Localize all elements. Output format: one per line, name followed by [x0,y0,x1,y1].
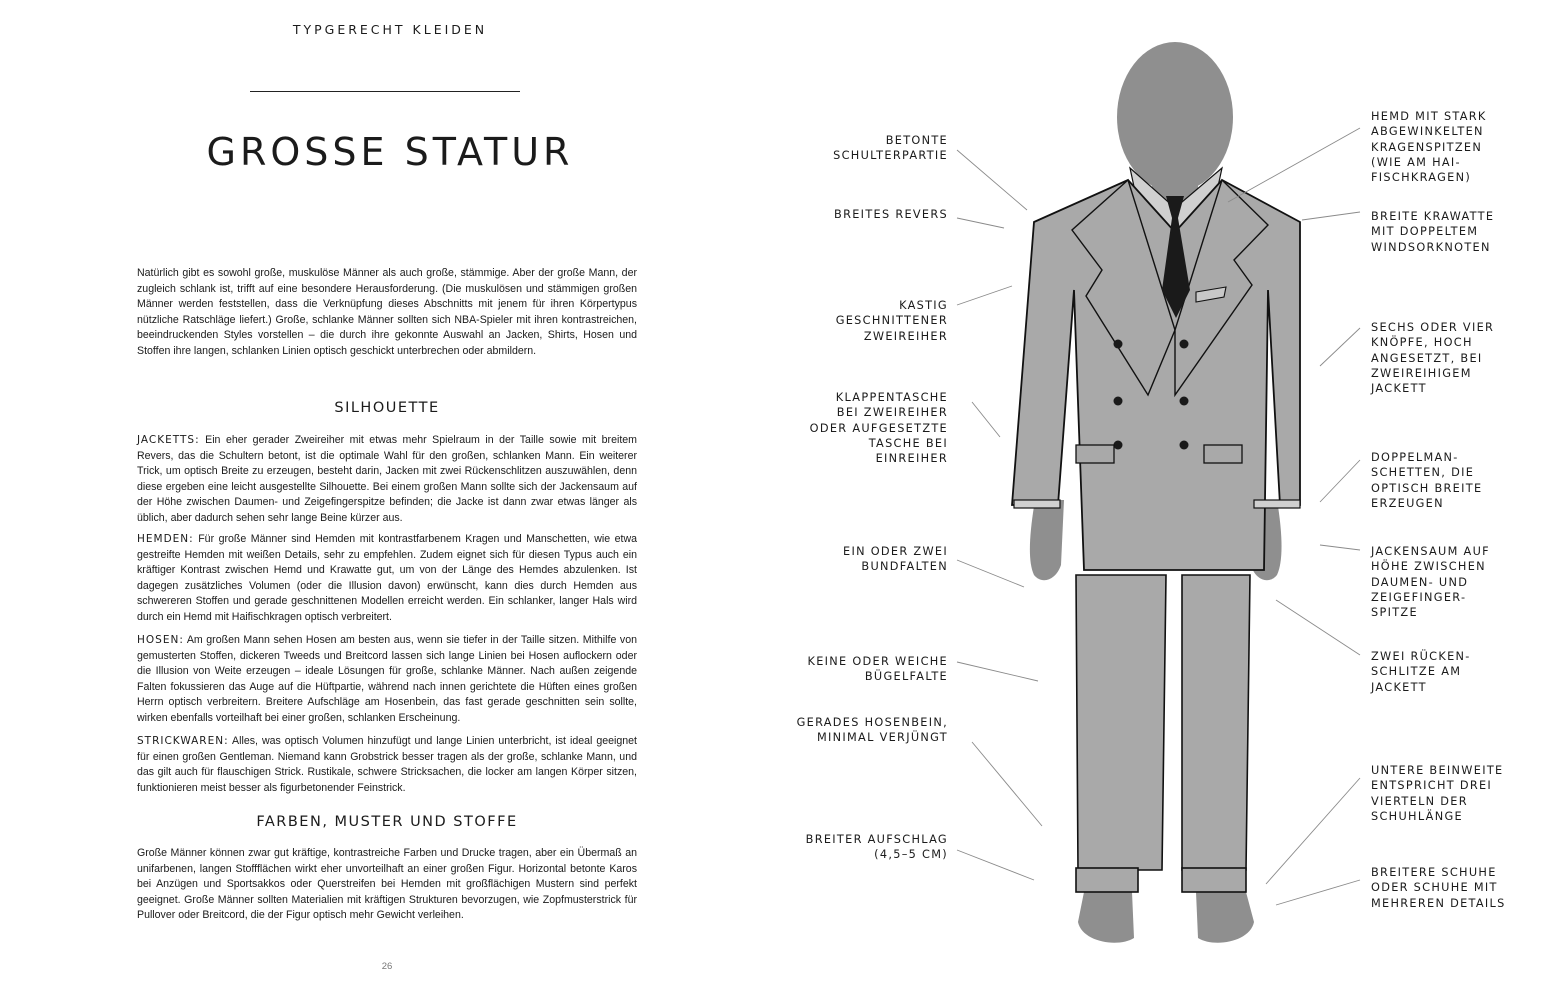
leader-line [957,218,1004,228]
callout-crease: KEINE ODER WEICHE BÜGELFALTE [807,655,948,684]
left-flap-pocket [1076,445,1114,463]
text-hosen: Am großen Mann sehen Hosen am besten aus, wenn sie tiefer in der Taille sitzen. Mithilfe von gemusterten Stoffen, dickeren Tweeds und Breitcord lassen sich lange Linien bei Hosen auflockern oder die Illusion von Weite erzeugen – ideale Lösungen für große, schlanke Männer. Nach außen zeigende Falten fokussieren das Auge auf die Hüftpartie, während nach innen gerichtete die Hüften eines großen Herrn optisch verbreitern. Breitere Aufschläge am Hosenbein, das fast gerade geschnitten sein sollte, wirken ebenfalls vorteilhaft bei einer großen, schlanken Erscheinung. [137,634,637,724]
paragraph-jacketts [137,433,637,526]
button [1180,340,1189,349]
left-trouser-leg [1076,575,1166,870]
callout-vents: ZWEI RÜCKEN- SCHLITZE AM JACKETT [1371,650,1471,694]
callout-shoulder: BETONTE SCHULTERPARTIE [833,134,948,163]
leader-line [1276,880,1360,905]
left-hand-shape [1030,500,1064,580]
leader-line [1302,212,1360,220]
head-shape [1117,42,1233,192]
paragraph-farben: Große Männer können zwar gut kräftige, kontrastreiche Farben und Drucke tragen, aber ein Übermaß an unifarbenen, langen Stoffflächen wirkt eher unvorteilhaft an einer großen Figur. Horizontal betonte Karos bei Anzügen und Sportsakkos oder Querstreifen bei Hemden mit großflächigen Mustern sind perfekt geeignet. Große Männer sollten Materialien mit kräftigen Strukturen bevorzugen, wie Zopfmusterstrick für Pullover oder Breitcord, die der Figur optisch mehr Gewicht verleihen. [137,847,637,921]
callout-jacket-hem: JACKENSAUM AUF HÖHE ZWISCHEN DAUMEN- UND ZEIGEFINGER- SPITZE [1371,545,1490,620]
button [1180,397,1189,406]
button [1114,441,1123,450]
leader-line [1276,600,1360,655]
callout-buttons: SECHS ODER VIER KNÖPFE, HOCH ANGESETZT, BEI ZWEIREIHIGEM JACKETT [1371,321,1495,396]
left-trouser-cuff [1076,868,1138,892]
leader-line [1320,545,1360,550]
callout-double-cuffs: DOPPELMAN- SCHETTEN, DIE OPTISCH BREITE ERZEUGEN [1371,451,1483,510]
text-hemden: Für große Männer sind Hemden mit kontrastfarbenem Kragen und Manschetten, wie etwa gestreifte Hemden mit weißen Details, sehr zu empfehlen. Zudem eignet sich für diesen Typus auch ein kräftiger Kontrast zwischen Hemd und Krawatte gut, um von der Länge des Hemdes abzulenken. Ist dagegen zusätzliches Volumen (oder die Illusion davon) erwünscht, kann dies durch Hemden aus schwereren Stoffen und gerade geschnittenen Modellen erreicht werden. Ein schlanker, langer Hals wird durch ein Hemd mit Haifischkragen optisch verbreitert. [137,533,637,623]
callout-leg-width: UNTERE BEINWEITE ENTSPRICHT DREI VIERTELN DER SCHUHLÄNGE [1371,764,1504,823]
callout-pocket: KLAPPENTASCHE BEI ZWEIREIHER ODER AUFGESETZTE TASCHE BEI EINREIHER [809,391,948,466]
paragraph-hemden [137,532,637,625]
left-shirt-cuff [1014,500,1060,508]
text-strickwaren: Alles, was optisch Volumen hinzufügt und lange Linien unterbricht, ist ideal geeignet für einen großen Gentleman. Niemand kann Grobstrick besser tragen als der große, schlanke Mann, und das gilt auch für flauschigen Strick. Rustikale, schwere Stricksachen, die locker am langen Körper sitzen, funktionieren meist besser als figurbetonender Feinstrick. [137,735,637,794]
left-page [0,0,772,1000]
lead-jacketts: JACKETTS: [137,434,200,446]
right-foot-shape [1196,892,1254,943]
leader-line [957,662,1038,681]
page-number: 26 [381,961,393,972]
leader-line [957,850,1034,880]
button [1114,340,1123,349]
section-heading-silhouette: SILHOUETTE [334,400,440,416]
callout-cuff: BREITER AUFSCHLAG (4,5–5 CM) [805,833,948,862]
leader-line [972,742,1042,826]
leader-line [1320,460,1360,502]
section-heading-farben: FARBEN, MUSTER UND STOFFE [256,814,518,830]
right-trouser-leg [1182,575,1250,870]
leader-line [1320,328,1360,366]
intro-paragraph: Natürlich gibt es sowohl große, muskulöse Männer als auch große, stämmige. Aber der große Mann, der zugleich schlank ist, trifft auf eine besondere Herausforderung. (Die muskulösen und stämmigen großen Männer werden feststellen, dass die Verknüpfung dieses Abschnitts mit jenem für ihren Körpertypus nützliche Ratschläge liefert.) Große, schlanke Männer sollten sich NBA-Spieler mit ihren kontrastreichen, beeindruckenden Styles vorstellen – die durch ihre gekonnte Auswahl an Jacken, Shirts, Hosen und Stoffen ihre langen, schlanken Linien optisch geschickt unterbrechen oder abmildern. [137,267,637,357]
right-trouser-cuff [1182,868,1246,892]
right-flap-pocket [1204,445,1242,463]
right-shirt-cuff [1254,500,1300,508]
leader-line [1266,778,1360,884]
callout-pleats: EIN ODER ZWEI BUNDFALTEN [843,545,948,574]
title-rule [250,91,520,92]
callout-shoes: BREITERE SCHUHE ODER SCHUHE MIT MEHREREN DETAILS [1371,866,1506,910]
lead-hemden: HEMDEN: [137,533,194,545]
button [1114,397,1123,406]
running-head: TYPGERECHT KLEIDEN [292,22,488,37]
page-title: GROSSE STATUR [206,130,574,174]
leader-line [957,286,1012,305]
button [1180,441,1189,450]
callout-lapel: BREITES REVERS [834,208,948,221]
callout-double-breasted: KASTIG GESCHNITTENER ZWEIREIHER [835,299,948,343]
text-jacketts: Ein eher gerader Zweireiher mit etwas mehr Spielraum in der Taille sowie mit breitem Revers, das die Schultern betont, ist die optimale Wahl für den großen, schlanken Mann. Ein weiterer Trick, um optisch Breite zu erzeugen, besteht darin, Jacken mit zwei Rückenschlitzen auszuwählen, denn diese ergeben eine leicht ausgestellte Silhouette. Bei einem großen Mann sollte sich der Jackensaum auf der Höhe zwischen Daumen- und Zeigefingerspitze befinden; die Jacke ist dann zwar etwas länger als üblich, aber dadurch sehen sehr lange Beine kürzer aus. [137,434,637,524]
left-foot-shape [1078,892,1134,943]
leader-line [1228,128,1360,202]
callout-trouser-leg: GERADES HOSENBEIN, MINIMAL VERJÜNGT [796,716,948,745]
callout-tie: BREITE KRAWATTE MIT DOPPELTEM WINDSORKNOTEN [1371,210,1495,254]
leader-line [957,560,1024,587]
lead-hosen: HOSEN: [137,634,184,646]
leader-line [957,150,1027,210]
callout-shirt-collar: HEMD MIT STARK ABGEWINKELTEN KRAGENSPITZEN (WIE AM HAI- FISCHKRAGEN) [1371,110,1487,185]
paragraph-hosen [137,633,637,726]
right-page [772,0,1545,1000]
leader-line [972,402,1000,437]
paragraph-strickwaren [137,734,637,796]
lead-strickwaren: STRICKWAREN: [137,735,229,747]
